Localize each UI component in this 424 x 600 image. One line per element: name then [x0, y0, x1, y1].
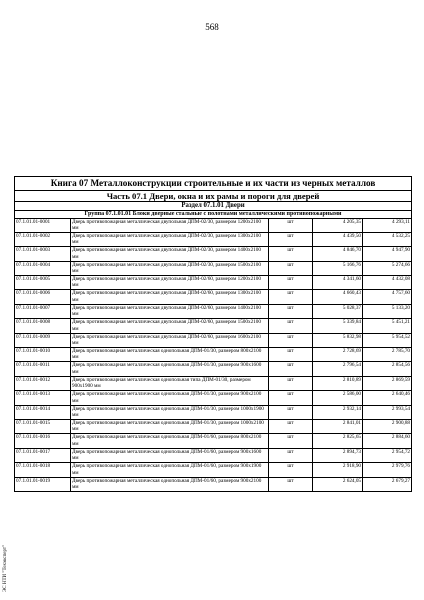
item-code: 07.1.01.01-0006: [15, 290, 71, 304]
table-row: [15, 405, 412, 419]
item-price-2: 4 432,08: [363, 276, 412, 290]
item-price-1: 5 339,84: [313, 319, 363, 333]
table-row: [15, 218, 412, 232]
page-number: 568: [205, 22, 219, 32]
item-unit: шт: [269, 419, 313, 433]
item-name: Дверь противопожарная металлическая двупольная ДПМ-02/60, размером 1600х2100 мм: [71, 333, 269, 347]
item-unit: шт: [269, 276, 313, 290]
item-unit: шт: [269, 319, 313, 333]
table-row: [15, 261, 412, 275]
item-name: Дверь противопожарная металлическая однопольная ДПМ-01/60, размером 900х1600 мм: [71, 448, 269, 462]
table-row: [15, 290, 412, 304]
item-price-1: 5 028,37: [313, 304, 363, 318]
part-title-row: [15, 190, 412, 201]
table-row: [15, 463, 412, 477]
item-code: 07.1.01.01-0007: [15, 304, 71, 318]
item-unit: шт: [269, 247, 313, 261]
item-price-2: 2 640,46: [363, 391, 412, 405]
item-code: 07.1.01.01-0012: [15, 376, 71, 390]
item-code: 07.1.01.01-0019: [15, 477, 71, 491]
item-price-1: 2 825,65: [313, 434, 363, 448]
item-price-2: 4 947,90: [363, 247, 412, 261]
price-table-body: [15, 177, 412, 492]
item-price-2: 4 532,25: [363, 232, 412, 246]
item-price-1: 4 341,60: [313, 276, 363, 290]
item-code: 07.1.01.01-0002: [15, 232, 71, 246]
item-name: Дверь противопожарная металлическая двупольная ДПМ-02/30, размером 1300х2100 мм: [71, 232, 269, 246]
item-unit: шт: [269, 348, 313, 362]
item-price-1: 2 894,73: [313, 448, 363, 462]
item-price-2: 2 954,72: [363, 448, 412, 462]
item-price-1: 2 918,90: [313, 463, 363, 477]
item-price-1: 4 439,50: [313, 232, 363, 246]
item-code: 07.1.01.01-0017: [15, 448, 71, 462]
item-price-2: 2 884,60: [363, 434, 412, 448]
item-unit: шт: [269, 261, 313, 275]
table-row: [15, 362, 412, 376]
item-price-1: 2 586,00: [313, 391, 363, 405]
table-row: [15, 391, 412, 405]
side-stamp: [3, 532, 13, 592]
table-row: [15, 477, 412, 491]
item-price-1: 5 832,98: [313, 333, 363, 347]
item-unit: шт: [269, 362, 313, 376]
item-name: Дверь противопожарная металлическая однопольная ДПМ-01/30, размером 900х2100 мм: [71, 391, 269, 405]
item-unit: шт: [269, 448, 313, 462]
item-price-1: 2 796,54: [313, 362, 363, 376]
table-row: [15, 434, 412, 448]
item-unit: шт: [269, 333, 313, 347]
item-price-1: 2 810,89: [313, 376, 363, 390]
item-code: 07.1.01.01-0016: [15, 434, 71, 448]
section-title: Раздел 07.1.01 Двери: [15, 201, 412, 210]
table-row: [15, 348, 412, 362]
item-price-2: 2 900,88: [363, 419, 412, 433]
item-name: Дверь противопожарная металлическая однопольная типа ДПМ-01/30, размером 900х1900 мм: [71, 376, 269, 390]
item-unit: шт: [269, 391, 313, 405]
item-name: Дверь противопожарная металлическая однопольная ДПМ-01/60, размером 900х1900 мм: [71, 463, 269, 477]
item-code: 07.1.01.01-0001: [15, 218, 71, 232]
item-price-2: 5 274,66: [363, 261, 412, 275]
price-table: [14, 176, 412, 492]
item-name: Дверь противопожарная металлическая однопольная ДПМ-01/30, размером 1000х2100 мм: [71, 419, 269, 433]
item-price-2: 2 979,76: [363, 463, 412, 477]
item-price-1: 4 205,35: [313, 218, 363, 232]
book-title-row: [15, 177, 412, 191]
item-name: Дверь противопожарная металлическая двупольная ДПМ-02/30, размером 1200х2100 мм: [71, 218, 269, 232]
item-code: 07.1.01.01-0003: [15, 247, 71, 261]
item-unit: шт: [269, 405, 313, 419]
item-price-2: 5 954,52: [363, 333, 412, 347]
table-row: [15, 304, 412, 318]
item-code: 07.1.01.01-0004: [15, 261, 71, 275]
item-code: 07.1.01.01-0018: [15, 463, 71, 477]
item-price-1: 2 624,05: [313, 477, 363, 491]
table-row: [15, 276, 412, 290]
item-name: Дверь противопожарная металлическая однопольная ДПМ-01/60, размером 800х2100 мм: [71, 434, 269, 448]
book-title: Книга 07 Металлоконструкции строительные и их части из черных металлов: [15, 177, 412, 191]
item-code: 07.1.01.01-0011: [15, 362, 71, 376]
item-price-1: 4 846,70: [313, 247, 363, 261]
item-code: 07.1.01.01-0008: [15, 319, 71, 333]
item-code: 07.1.01.01-0013: [15, 391, 71, 405]
item-price-2: 2 679,27: [363, 477, 412, 491]
item-price-2: 4 757,60: [363, 290, 412, 304]
item-name: Дверь противопожарная металлическая однопольная ДПМ-01/30, размером 900х1600 мм: [71, 362, 269, 376]
item-price-2: 2 854,56: [363, 362, 412, 376]
item-price-1: 2 728,69: [313, 348, 363, 362]
table-row: [15, 448, 412, 462]
item-price-2: 2 869,59: [363, 376, 412, 390]
item-unit: шт: [269, 376, 313, 390]
item-price-2: 2 785,70: [363, 348, 412, 362]
item-unit: шт: [269, 218, 313, 232]
item-unit: шт: [269, 290, 313, 304]
item-unit: шт: [269, 304, 313, 318]
item-code: 07.1.01.01-0009: [15, 333, 71, 347]
item-price-2: 5 133,20: [363, 304, 412, 318]
item-name: Дверь противопожарная металлическая однопольная ДПМ-01/60, размером 900х2100 мм: [71, 477, 269, 491]
item-code: 07.1.01.01-0005: [15, 276, 71, 290]
item-name: Дверь противопожарная металлическая однопольная ДПМ-01/30, размером 1000х1900 мм: [71, 405, 269, 419]
item-code: 07.1.01.01-0010: [15, 348, 71, 362]
item-name: Дверь противопожарная металлическая двупольная ДПМ-02/60, размером 1500х2100 мм: [71, 319, 269, 333]
item-unit: шт: [269, 477, 313, 491]
item-name: Дверь противопожарная металлическая двупольная ДПМ-02/30, размером 1400х2100 мм: [71, 247, 269, 261]
item-price-1: 2 932,14: [313, 405, 363, 419]
item-code: 07.1.01.01-0014: [15, 405, 71, 419]
item-price-2: 5 451,21: [363, 319, 412, 333]
table-row: [15, 419, 412, 433]
item-unit: шт: [269, 463, 313, 477]
group-title-row: [15, 210, 412, 218]
item-code: 07.1.01.01-0015: [15, 419, 71, 433]
item-unit: шт: [269, 434, 313, 448]
table-row: [15, 376, 412, 390]
item-name: Дверь противопожарная металлическая двупольная ДПМ-02/60, размером 1400х2100 мм: [71, 304, 269, 318]
item-name: Дверь противопожарная металлическая двупольная ДПМ-02/30, размером 1500х2100 мм: [71, 261, 269, 275]
table-row: [15, 232, 412, 246]
item-name: Дверь противопожарная металлическая двупольная ДПМ-02/60, размером 1300х2100 мм: [71, 290, 269, 304]
table-row: [15, 247, 412, 261]
item-unit: шт: [269, 232, 313, 246]
item-price-1: 4 660,43: [313, 290, 363, 304]
group-title: Группа 07.1.01.01 Блоки дверные стальные с полотнами металлическими противопожарными: [15, 210, 412, 218]
item-price-2: 2 993,54: [363, 405, 412, 419]
table-row: [15, 319, 412, 333]
table-row: [15, 333, 412, 347]
side-stamp-text: ЭС НТИ "Техэксперт": [3, 544, 8, 592]
item-price-1: 5 166,76: [313, 261, 363, 275]
item-name: Дверь противопожарная металлическая двупольная ДПМ-02/60, размером 1200х2100 мм: [71, 276, 269, 290]
item-name: Дверь противопожарная металлическая однопольная ДПМ-01/30, размером 800х2100 мм: [71, 348, 269, 362]
item-price-2: 4 293,11: [363, 218, 412, 232]
part-title: Часть 07.1 Двери, окна и их рамы и пороги для дверей: [15, 190, 412, 201]
item-price-1: 2 841,01: [313, 419, 363, 433]
section-title-row: [15, 201, 412, 210]
